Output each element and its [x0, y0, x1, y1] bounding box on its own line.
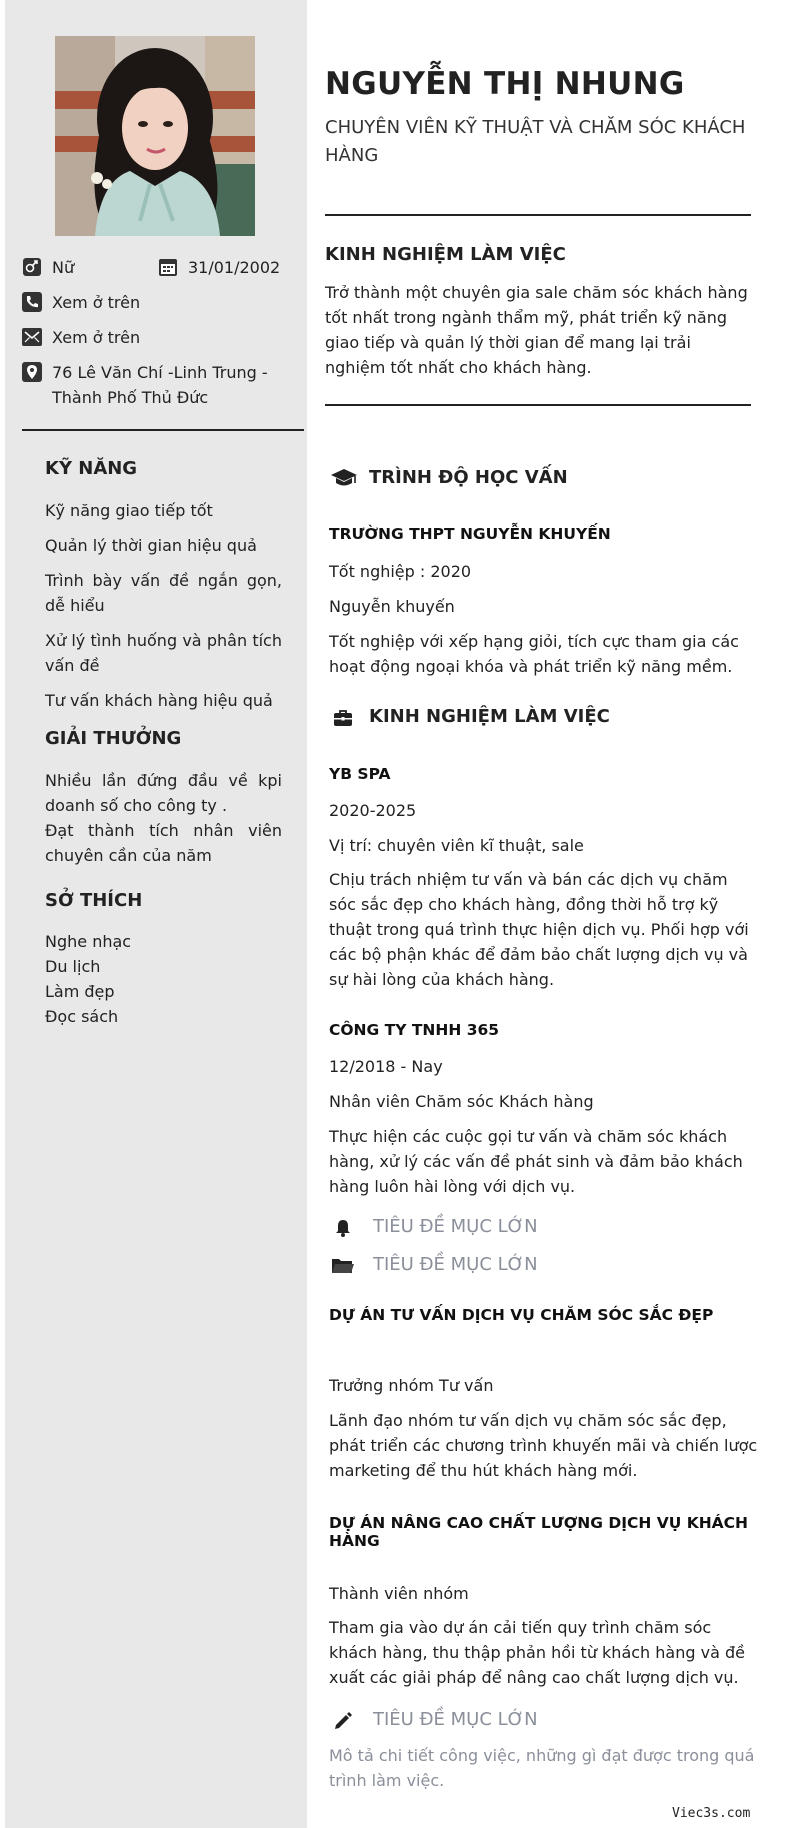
- placeholder-description: Mô tả chi tiết công việc, những gì đạt được trong quá trình làm việc.: [329, 1746, 755, 1790]
- graduation-cap-icon: [330, 468, 358, 488]
- skill-item: Tư vấn khách hàng hiệu quả: [45, 691, 273, 710]
- candidate-name: NGUYỄN THỊ NHUNG: [325, 66, 685, 102]
- project-name: DỰ ÁN TƯ VẤN DỊCH VỤ CHĂM SÓC SẮC ĐẸP: [329, 1306, 714, 1324]
- project-description: Tham gia vào dự án cải tiến quy trình chăm sóc khách hàng, thu thập phản hồi từ khách hàng và đề xuất các giải pháp để nâng cao chất lượng dịch vụ.: [329, 1618, 745, 1687]
- job-description: Thực hiện các cuộc gọi tư vấn và chăm sóc khách hàng, xử lý các vấn đề phát sinh và đảm bảo khách hàng luôn hài lòng với dịch vụ.: [329, 1127, 743, 1196]
- pencil-icon: [333, 1710, 353, 1730]
- awards-list: [45, 768, 282, 868]
- header-divider: [325, 214, 751, 216]
- hobby-item: Du lịch: [45, 957, 101, 976]
- skills-heading: KỸ NĂNG: [45, 458, 138, 479]
- project-name: DỰ ÁN NÂNG CAO CHẤT LƯỢNG DỊCH VỤ KHÁCH HÀNG: [329, 1514, 749, 1550]
- briefcase-icon: [333, 708, 353, 728]
- job-period: 12/2018 - Nay: [329, 1057, 443, 1076]
- gender-icon: [22, 257, 42, 277]
- award-item: Nhiều lần đứng đầu về kpi doanh số cho công ty .: [45, 771, 282, 815]
- gender-value: Nữ: [52, 258, 75, 277]
- skill-item: Quản lý thời gian hiệu quả: [45, 536, 257, 555]
- objective-divider: [325, 404, 751, 406]
- education-graduated: Tốt nghiệp : 2020: [329, 562, 472, 581]
- skills-list: [45, 498, 282, 723]
- folder-icon: [331, 1256, 355, 1276]
- job-position: Vị trí: chuyên viên kĩ thuật, sale: [329, 836, 584, 855]
- project-role: Thành viên nhóm: [329, 1584, 469, 1603]
- job-description: Chịu trách nhiệm tư vấn và bán các dịch vụ chăm sóc sắc đẹp cho khách hàng, đồng thời hỗ trợ kỹ thuật trong quá trình thực hiện dịch vụ. Phối hợp với các bộ phận khác để đảm bảo chất lượng dịch vụ và sự hài lòng của khách hàng.: [329, 870, 749, 989]
- profile-photo: [55, 36, 255, 236]
- project-description: Lãnh đạo nhóm tư vấn dịch vụ chăm sóc sắc đẹp, phát triển các chương trình khuyến mãi và chiến lược marketing để thu hút khách hàng mới.: [329, 1411, 758, 1480]
- bell-icon: [333, 1218, 353, 1238]
- skill-item: Xử lý tình huống và phân tích vấn đề: [45, 631, 282, 675]
- objective-text: Trở thành một chuyên gia sale chăm sóc khách hàng tốt nhất trong ngành thẩm mỹ, phát triển kỹ năng giao tiếp và quản lý thời gian để mang lại trải nghiệm tốt nhất cho khách hàng.: [325, 283, 748, 377]
- job-company: YB SPA: [329, 765, 391, 783]
- award-item: Đạt thành tích nhân viên chuyên cần của năm: [45, 821, 282, 865]
- watermark: Viec3s.com: [672, 1806, 751, 1821]
- calendar-icon: [158, 257, 178, 277]
- hobby-item: Nghe nhạc: [45, 932, 132, 951]
- location-pin-icon: [22, 362, 42, 382]
- birthdate-value: 31/01/2002: [188, 258, 281, 277]
- hobby-item: Đọc sách: [45, 1007, 119, 1026]
- objective-heading: KINH NGHIỆM LÀM VIỆC: [325, 244, 566, 265]
- sidebar-divider: [22, 429, 304, 431]
- mail-icon: [22, 327, 42, 347]
- placeholder-heading: TIÊU ĐỀ MỤC LỚN: [373, 1709, 538, 1730]
- phone-icon: [22, 292, 42, 312]
- experience-heading: KINH NGHIỆM LÀM VIỆC: [369, 706, 610, 727]
- project-role: Trưởng nhóm Tư vấn: [329, 1376, 494, 1395]
- job-company: CÔNG TY TNHH 365: [329, 1021, 500, 1039]
- hobbies-list: [45, 929, 282, 1029]
- education-major: Nguyễn khuyến: [329, 597, 455, 616]
- placeholder-heading: TIÊU ĐỀ MỤC LỚN: [373, 1254, 538, 1275]
- job-period: 2020-2025: [329, 801, 417, 820]
- hobby-item: Làm đẹp: [45, 982, 115, 1001]
- placeholder-heading: TIÊU ĐỀ MỤC LỚN: [373, 1216, 538, 1237]
- job-position: Nhân viên Chăm sóc Khách hàng: [329, 1092, 594, 1111]
- education-heading: TRÌNH ĐỘ HỌC VẤN: [369, 467, 568, 488]
- candidate-title: CHUYÊN VIÊN KỸ THUẬT VÀ CHĂM SÓC KHÁCH HÀNG: [325, 117, 746, 166]
- education-school: TRƯỜNG THPT NGUYỄN KHUYẾN: [329, 525, 611, 543]
- skill-item: Kỹ năng giao tiếp tốt: [45, 501, 213, 520]
- awards-heading: GIẢI THƯỞNG: [45, 728, 182, 749]
- skill-item: Trình bày vấn đề ngắn gọn, dễ hiểu: [45, 571, 282, 615]
- address-value: 76 Lê Văn Chí -Linh Trung - Thành Phố Thủ Đức: [52, 363, 268, 407]
- hobbies-heading: SỞ THÍCH: [45, 890, 143, 911]
- education-description: Tốt nghiệp với xếp hạng giỏi, tích cực tham gia các hoạt động ngoại khóa và phát triển kỹ năng mềm.: [329, 632, 739, 676]
- phone-value: Xem ở trên: [52, 293, 141, 312]
- email-value: Xem ở trên: [52, 328, 141, 347]
